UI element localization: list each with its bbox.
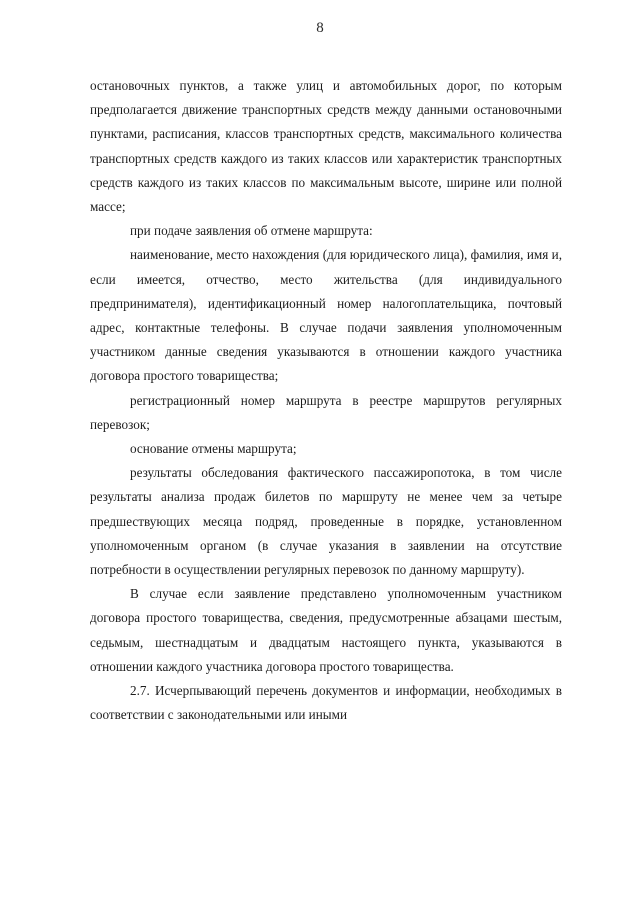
paragraph-passenger-flow-results: результаты обследования фактического пассажиропотока, в том числе результаты анализа продаж билетов по маршруту не менее чем за четыре предшествующих месяца подряд, проведенные в порядке, установленном уполномоченным органом (в случае указания в заявлении на отсутствие потребности в осуществлении регулярных перевозок по данному маршруту). bbox=[90, 465, 562, 578]
paragraph-authorized-participant: В случае если заявление представлено уполномоченным участником договора простого товарищества, сведения, предусмотренные абзацами шестым, седьмым, шестнадцатым и двадцатым настоящего пункта, указываются в отношении каждого участника договора простого товарищества. bbox=[90, 586, 562, 674]
document-body bbox=[90, 74, 562, 727]
paragraph-section-2-7: 2.7. Исчерпывающий перечень документов и информации, необходимых в соответствии с законодательными или иными bbox=[90, 683, 562, 723]
paragraph-registration-number: регистрационный номер маршрута в реестре маршрутов регулярных перевозок; bbox=[90, 392, 562, 432]
paragraph-stops-and-schedule: остановочных пунктов, а также улиц и автомобильных дорог, по которым предполагается движение транспортных средств между данными остановочными пунктами, расписания, классов транспортных средств, максимального количества транспортных средств каждого из таких классов или характеристик транспортных средств каждого из таких классов по максимальным высоте, ширине или полной массе; bbox=[90, 78, 562, 215]
page-number: 8 bbox=[316, 20, 324, 36]
paragraph-applicant-details: наименование, место нахождения (для юридического лица), фамилия, имя и, если имеется, отчество, место жительства (для индивидуального предпринимателя), идентификационный номер налогоплательщика, почтовый адрес, контактные телефоны. В случае подачи заявления уполномоченным участником данные сведения указываются в отношении каждого участника договора простого товарищества; bbox=[90, 247, 562, 384]
paragraph-cancellation-heading: при подаче заявления об отмене маршрута: bbox=[130, 223, 373, 239]
paragraph-cancellation-reason: основание отмены маршрута; bbox=[130, 441, 297, 457]
